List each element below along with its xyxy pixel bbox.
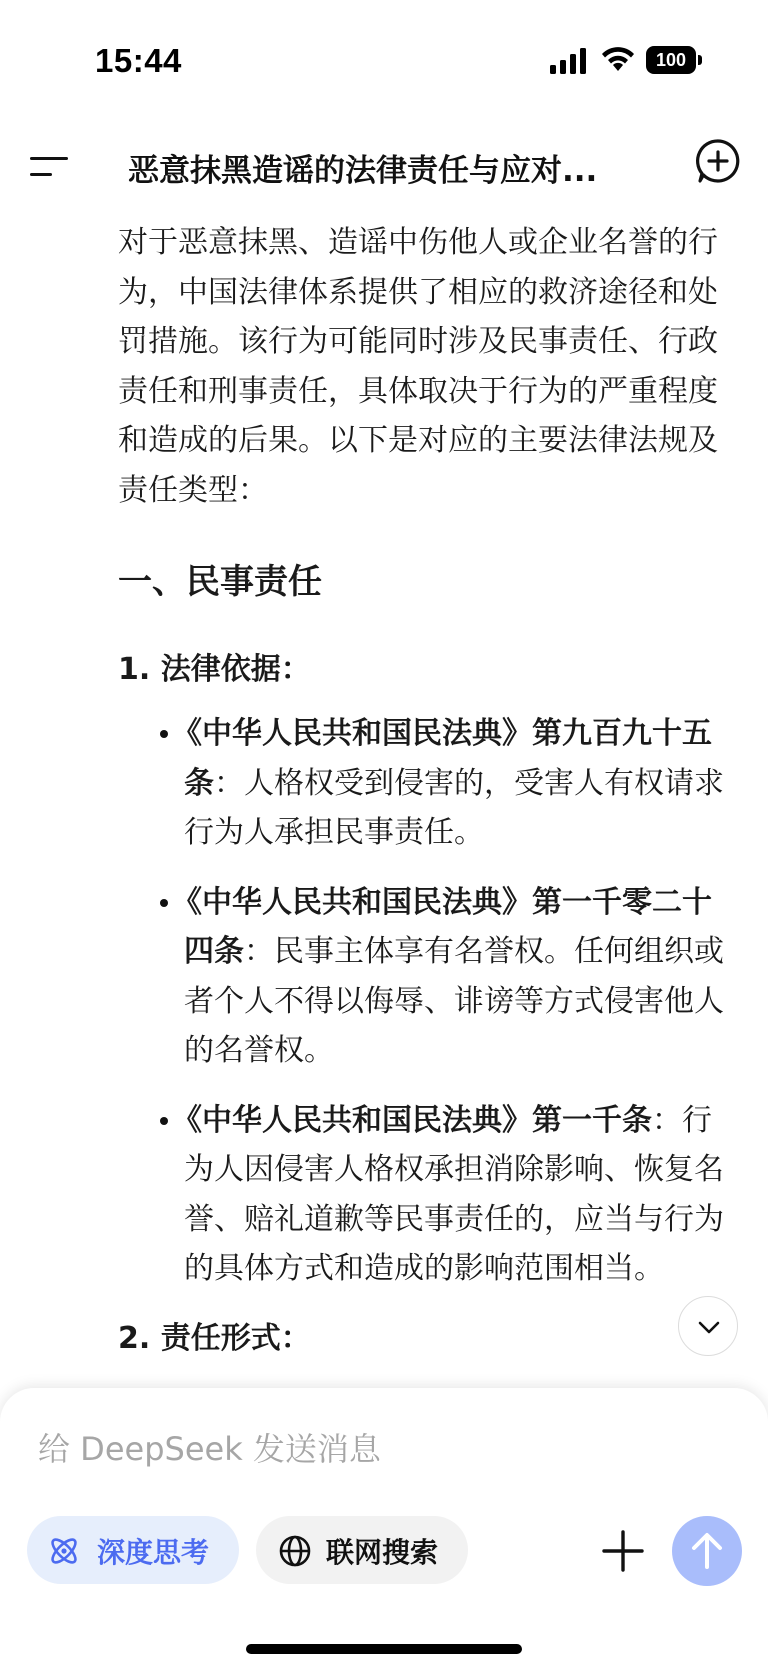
wifi-icon <box>600 44 636 74</box>
web-search-label: 联网搜索 <box>326 1536 439 1569</box>
send-button[interactable] <box>672 1516 742 1586</box>
home-indicator <box>246 1644 522 1654</box>
battery-cap <box>698 55 702 65</box>
liability-form-heading: 2. 责任形式： <box>118 1320 311 1356</box>
globe-icon <box>278 1534 312 1568</box>
bullet-dot <box>160 899 168 907</box>
chat-title[interactable]: 恶意抹黑造谣的法律责任与应对... <box>128 153 598 189</box>
battery-icon <box>646 46 702 74</box>
status-bar <box>0 0 768 120</box>
deep-think-button[interactable] <box>27 1516 239 1584</box>
law-text: ：行为人因侵害人格权承担消除影响、恢复名誉、赔礼道歉等民事责任的，应当与行为的具体方式和造成的影响范围相当。 <box>184 1102 724 1286</box>
law-citation: 《中华人民共和国民法典》第一千零二十四条 <box>172 884 712 969</box>
legal-basis-heading: 1. 法律依据： <box>118 652 311 687</box>
deep-think-label: 深度思考 <box>97 1536 210 1569</box>
arrow-up-icon <box>689 1531 725 1571</box>
menu-icon[interactable] <box>28 143 72 187</box>
battery-level: 100 <box>646 46 696 74</box>
chat-header <box>0 125 768 205</box>
list-item <box>118 1096 734 1294</box>
scroll-to-bottom-button[interactable] <box>678 1296 738 1356</box>
bullet-dot <box>160 1117 168 1125</box>
intro-paragraph: 对于恶意抹黑、造谣中伤他人或企业名誉的行为，中国法律体系提供了相应的救济途径和处罚措施。该行为可能同时涉及民事责任、行政责任和刑事责任，具体取决于行为的严重程度和造成的后果。以下是对应的主要法律法规及责任类型： <box>118 225 718 508</box>
section-heading-civil: 一、民事责任 <box>118 562 322 602</box>
chevron-down-icon <box>696 1317 722 1337</box>
list-item <box>118 878 734 1076</box>
law-citation: 《中华人民共和国民法典》第九百九十五条 <box>172 716 712 801</box>
assistant-message <box>118 218 734 1363</box>
atom-icon <box>47 1534 81 1568</box>
law-text: ：民事主体享有名誉权。任何组织或者个人不得以侮辱、诽谤等方式侵害他人的名誉权。 <box>184 934 724 1068</box>
bullet-dot <box>160 730 168 738</box>
message-input[interactable] <box>38 1424 718 1474</box>
law-citation: 《中华人民共和国民法典》第一千条 <box>172 1102 652 1138</box>
web-search-button[interactable] <box>256 1516 468 1584</box>
cellular-signal-icon <box>550 48 588 74</box>
new-chat-icon[interactable] <box>694 137 742 185</box>
composer-panel <box>0 1388 768 1670</box>
status-time: 15:44 <box>95 42 182 79</box>
legal-basis-list <box>118 709 734 1294</box>
attach-plus-icon[interactable] <box>600 1528 646 1574</box>
law-text: ：人格权受到侵害的，受害人有权请求行为人承担民事责任。 <box>184 765 724 850</box>
list-item <box>118 709 734 858</box>
